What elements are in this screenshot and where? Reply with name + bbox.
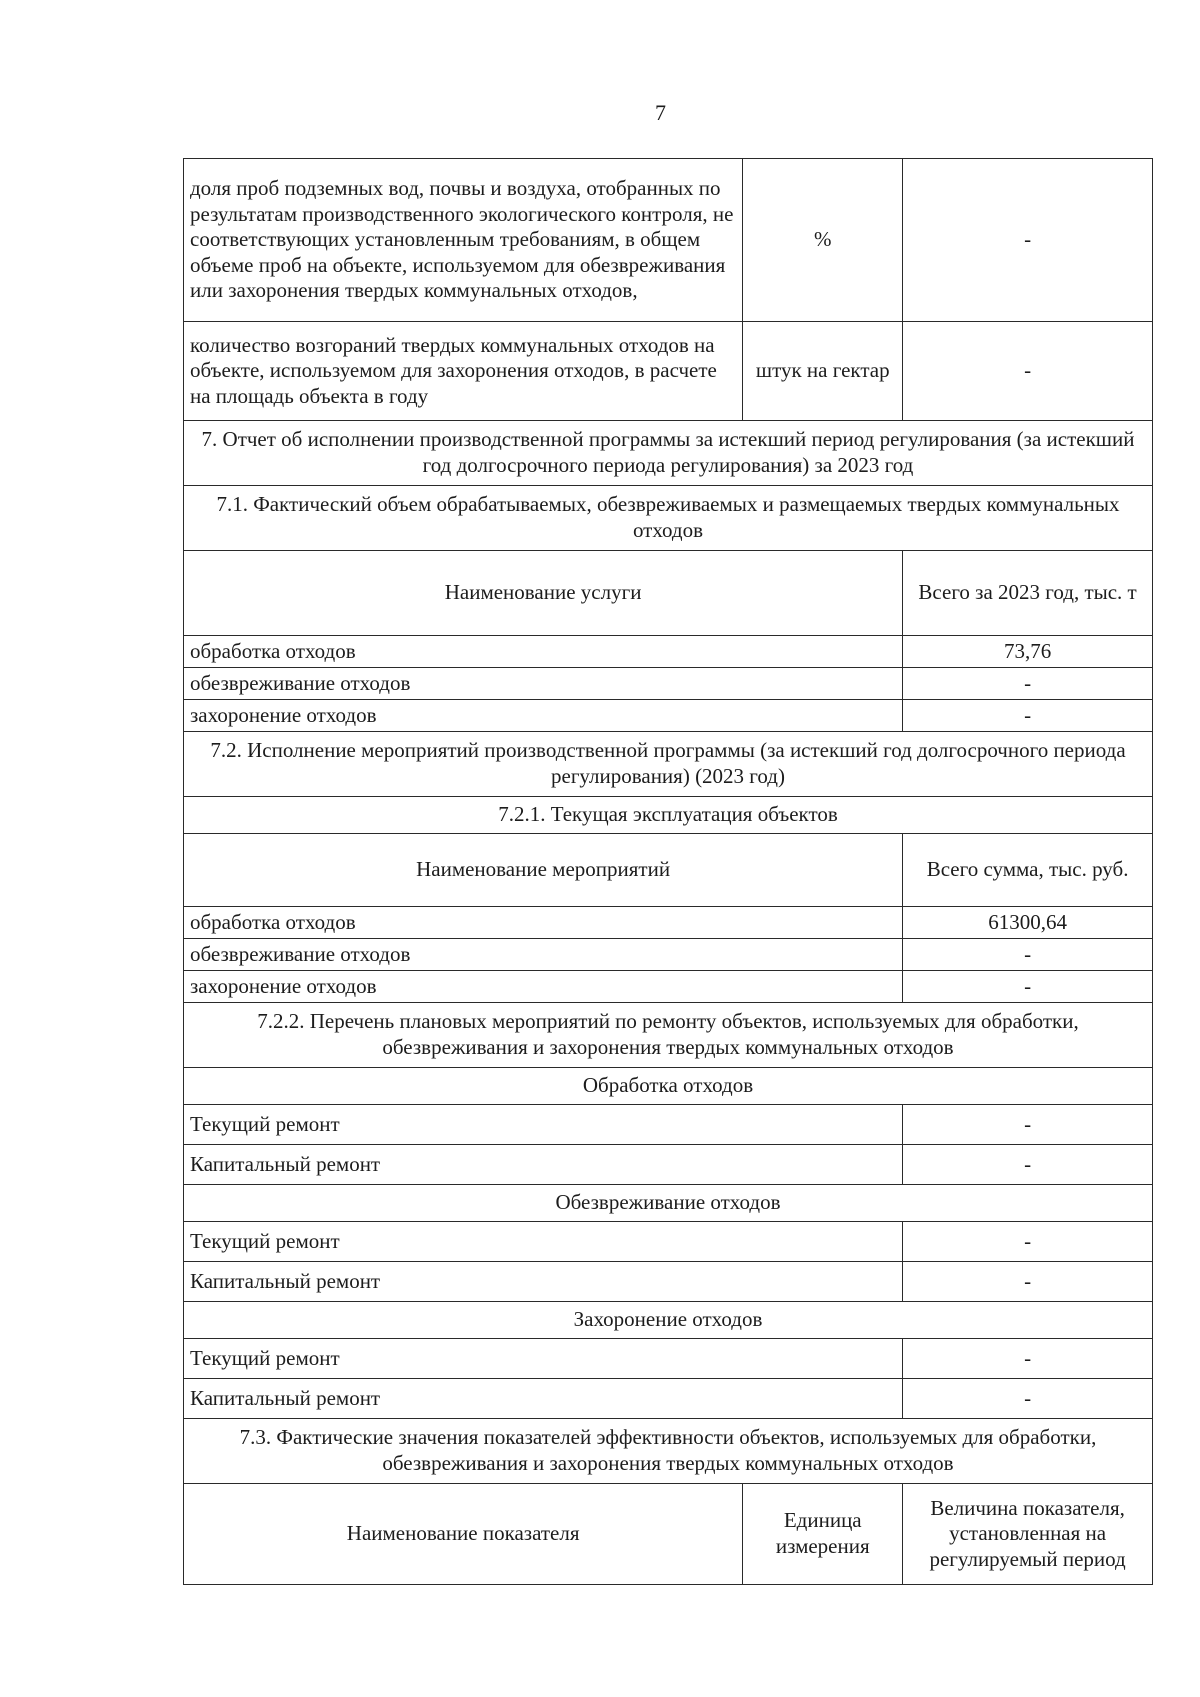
repair-name: Капитальный ремонт bbox=[184, 1379, 903, 1419]
measure-name: захоронение отходов bbox=[184, 971, 903, 1003]
repair-value: - bbox=[903, 1145, 1153, 1185]
section-7-2-1-title: 7.2.1. Текущая эксплуатация объектов bbox=[184, 797, 1153, 834]
section-7-1-title: 7.1. Фактический объем обрабатываемых, обезвреживаемых и размещаемых твердых коммунальных отходов bbox=[184, 486, 1153, 551]
repair-group-title: Захоронение отходов bbox=[184, 1302, 1153, 1339]
repair-name: Капитальный ремонт bbox=[184, 1262, 903, 1302]
service-name: обезвреживание отходов bbox=[184, 668, 903, 700]
service-name: захоронение отходов bbox=[184, 700, 903, 732]
indicator-row bbox=[184, 159, 1153, 322]
table-row bbox=[184, 971, 1153, 1003]
measure-name: обезвреживание отходов bbox=[184, 939, 903, 971]
measure-value: 61300,64 bbox=[903, 907, 1153, 939]
indicator-value: - bbox=[903, 322, 1153, 421]
repair-value: - bbox=[903, 1222, 1153, 1262]
measure-value: - bbox=[903, 971, 1153, 1003]
repair-value: - bbox=[903, 1262, 1153, 1302]
indicator-unit: % bbox=[743, 159, 903, 322]
repair-group-title: Обезвреживание отходов bbox=[184, 1185, 1153, 1222]
report-table bbox=[183, 158, 1153, 1585]
table-row bbox=[184, 1262, 1153, 1302]
repair-name: Текущий ремонт bbox=[184, 1105, 903, 1145]
table-row bbox=[184, 668, 1153, 700]
repair-name: Капитальный ремонт bbox=[184, 1145, 903, 1185]
section-7-2-title: 7.2. Исполнение мероприятий производственной программы (за истекший год долгосрочного периода регулирования) (2023 год) bbox=[184, 732, 1153, 797]
indicator-unit: штук на гектар bbox=[743, 322, 903, 421]
table-row bbox=[184, 636, 1153, 668]
service-name: обработка отходов bbox=[184, 636, 903, 668]
table-row bbox=[184, 907, 1153, 939]
service-name-header: Наименование услуги bbox=[184, 551, 903, 636]
repair-value: - bbox=[903, 1105, 1153, 1145]
measure-value: - bbox=[903, 939, 1153, 971]
table-row bbox=[184, 1222, 1153, 1262]
section-7-2-2-title: 7.2.2. Перечень плановых мероприятий по ремонту объектов, используемых для обработки, обезвреживания и захоронения твердых коммунальных отходов bbox=[184, 1003, 1153, 1068]
service-total-header: Всего за 2023 год, тыс. т bbox=[903, 551, 1153, 636]
page-number: 7 bbox=[655, 100, 666, 125]
measure-total-header: Всего сумма, тыс. руб. bbox=[903, 834, 1153, 907]
indicator-name: доля проб подземных вод, почвы и воздуха, отобранных по результатам производственного экологического контроля, не соответствующих установленным требованиям, в общем объеме проб на объекте, используемом для обезвреживания или захоронения твердых коммунальных отходов, bbox=[184, 159, 743, 322]
repair-value: - bbox=[903, 1379, 1153, 1419]
table-row bbox=[184, 700, 1153, 732]
table-row bbox=[184, 1379, 1153, 1419]
section-7-title: 7. Отчет об исполнении производственной программы за истекший период регулирования (за истекший год долгосрочного периода регулирования) за 2023 год bbox=[184, 421, 1153, 486]
table-row bbox=[184, 1105, 1153, 1145]
table-row bbox=[184, 1145, 1153, 1185]
indicator-name: количество возгораний твердых коммунальных отходов на объекте, используемом для захоронения отходов, в расчете на площадь объекта в году bbox=[184, 322, 743, 421]
section-7-3-title: 7.3. Фактические значения показателей эффективности объектов, используемых для обработки, обезвреживания и захоронения твердых коммунальных отходов bbox=[184, 1419, 1153, 1484]
service-value: - bbox=[903, 700, 1153, 732]
indicator-value-header: Величина показателя, установленная на регулируемый период bbox=[903, 1484, 1153, 1585]
indicator-row bbox=[184, 322, 1153, 421]
repair-name: Текущий ремонт bbox=[184, 1222, 903, 1262]
repair-name: Текущий ремонт bbox=[184, 1339, 903, 1379]
repair-group-title: Обработка отходов bbox=[184, 1068, 1153, 1105]
measure-name-header: Наименование мероприятий bbox=[184, 834, 903, 907]
table-row bbox=[184, 939, 1153, 971]
measure-name: обработка отходов bbox=[184, 907, 903, 939]
indicator-name-header: Наименование показателя bbox=[184, 1484, 743, 1585]
repair-value: - bbox=[903, 1339, 1153, 1379]
service-value: - bbox=[903, 668, 1153, 700]
service-value: 73,76 bbox=[903, 636, 1153, 668]
indicator-unit-header: Единица измерения bbox=[743, 1484, 903, 1585]
indicator-value: - bbox=[903, 159, 1153, 322]
table-row bbox=[184, 1339, 1153, 1379]
